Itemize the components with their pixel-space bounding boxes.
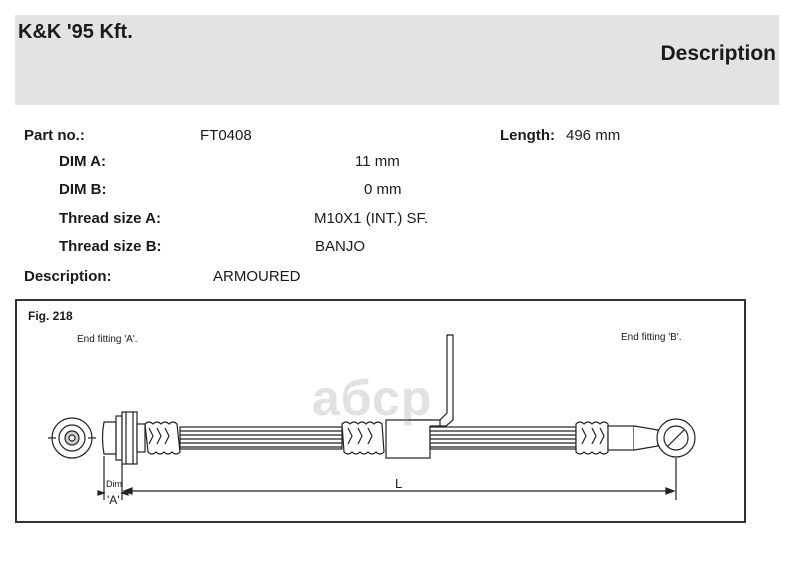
thread-a-value: M10X1 (INT.) SF. [314,210,429,227]
thread-b-value: BANJO [315,238,366,255]
part-no-value: FT0408 [200,127,252,144]
dim-b-label: DIM B: [59,181,107,198]
dim-label: Dim [106,479,122,489]
description-value: ARMOURED [213,268,301,285]
length-label: Length: [500,127,555,144]
end-fitting-b-label: End fitting 'B'. [621,332,682,343]
part-no-label: Part no.: [24,127,85,144]
end-b-fitting [576,419,695,457]
page-title: Description [660,42,776,65]
thread-b-label: Thread size B: [59,238,162,255]
dimension-lines [98,456,676,500]
description-label: Description: [24,268,112,285]
hose-section-left [180,427,342,449]
dim-b-value: 0 mm [364,181,402,198]
length-symbol: L [395,476,403,491]
dim-a-marker: 'A' [107,493,120,507]
end-a-fitting [103,412,181,464]
end-a-face-view [48,418,96,458]
length-value: 496 mm [566,127,621,144]
dim-a-label: DIM A: [59,153,106,170]
figure-label: Fig. 218 [28,309,73,323]
watermark-logo: aбсp [312,370,433,426]
company-name: K&K '95 Kft. [18,21,133,43]
hose-section-right [430,427,576,449]
end-fitting-a-label: End fitting 'A'. [77,334,138,345]
thread-a-label: Thread size A: [59,210,161,227]
dim-a-value: 11 mm [355,153,400,170]
